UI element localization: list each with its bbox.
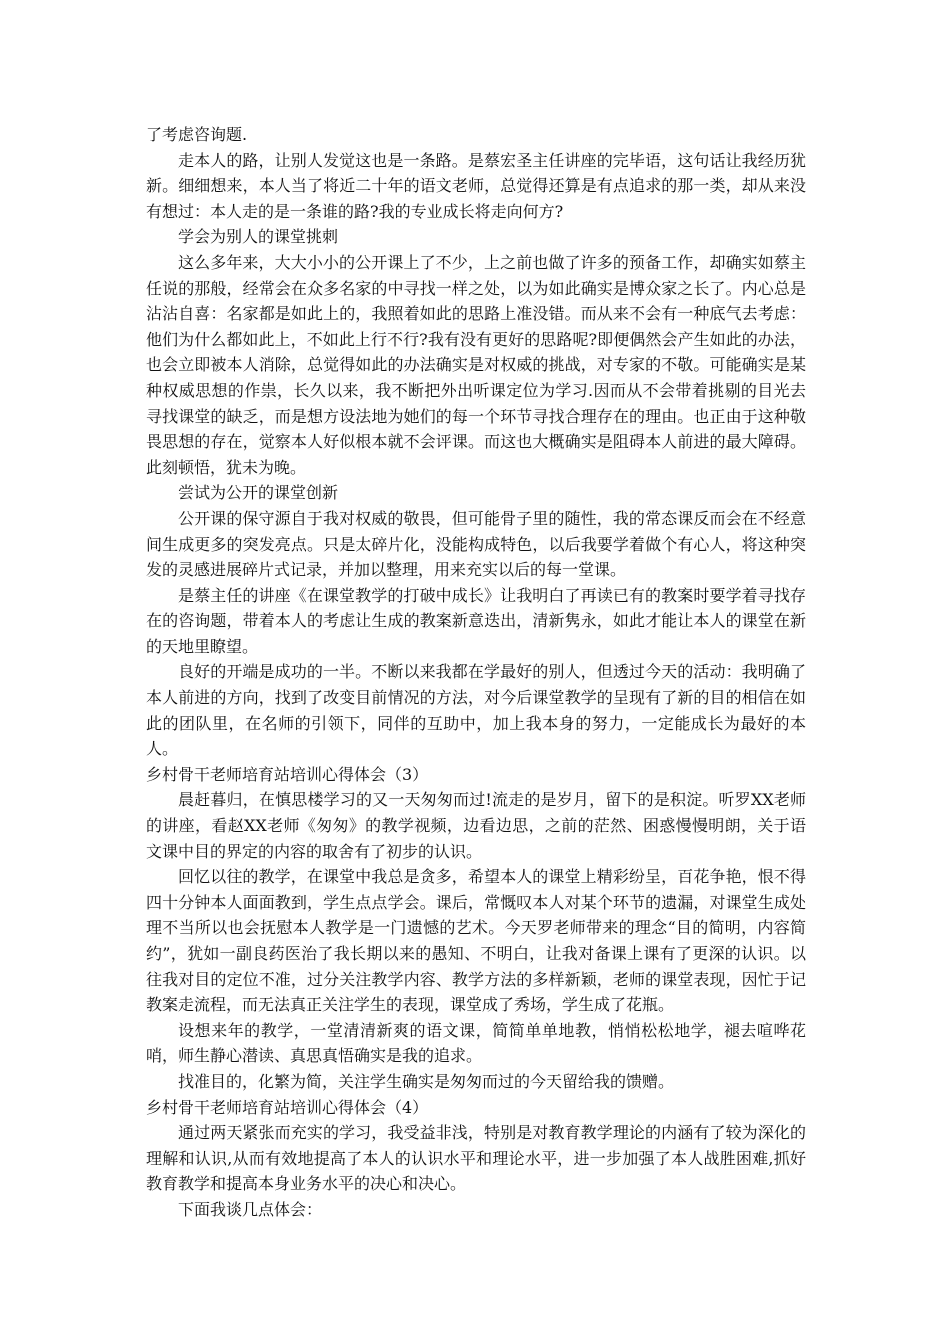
paragraph: 回忆以往的教学，在课堂中我总是贪多，希望本人的课堂上精彩纷呈，百花争艳，恨不得四十分钟本人面面教到，学生点点学会。课后，常慨叹本人对某个环节的遗漏，对课堂生成处理不当所以也会抚慰本人教学是一门遗憾的艺术。今天罗老师带来的理念“目的简明，内容简约”，犹如一副良药医治了我长期以来的愚知、不明白，让我对备课上课有了更深的认识。以往我对目的定位不准，过分关注教学内容、教学方法的多样新颖，老师的课堂表现，因忙于记教案走流程，而无法真正关注学生的表现，课堂成了秀场，学生成了花瓶。 bbox=[146, 867, 806, 1015]
paragraph: 晨赶暮归，在慎思楼学习的又一天匆匆而过!流走的是岁月，留下的是积淀。听罗XX老师的讲座，看赵XX老师《匆匆》的教学视频，边看边思，之前的茫然、困惑慢慢明朗，关于语文课中目的界定的内容的取舍有了初步的认识。 bbox=[146, 790, 806, 861]
paragraph: 了考虑咨询题. bbox=[146, 125, 248, 144]
paragraph: 走本人的路，让别人发觉这也是一条路。是蔡宏圣主任讲座的完毕语，这句话让我经历犹新。细细想来，本人当了将近二十年的语文老师，总觉得还算是有点追求的那一类，却从来没有想过：本人走的是一条谁的路?我的专业成长将走向何方? bbox=[146, 150, 806, 221]
section-subheading: 学会为别人的课堂挑刺 bbox=[178, 227, 339, 247]
paragraph: 这么多年来，大大小小的公开课上了不少，上之前也做了许多的预备工作，却确实如蔡主任说的那般，经常会在众多名家的中寻找一样之处，以为如此确实是博众家之长了。内心总是沾沾自喜：名家都是如此上的，我照着如此的思路上准没错。而从来不会有一种底气去考虑：他们为什么都如此上，不如此上行不行?我有没有更好的思路呢?即便偶然会产生如此的办法，也会立即被本人消除，总觉得如此的办法确实是对权威的挑战，对专家的不敬。可能确实是某种权威思想的作祟，长久以来，我不断把外出听课定位为学习.因而从不会带着挑剔的目光去寻找课堂的缺乏，而是想方设法地为她们的每一个环节寻找合理存在的理由。也正由于这种敬畏思想的存在，觉察本人好似根本就不会评课。而这也大概确实是阻碍本人前进的最大障碍。此刻顿悟，犹未为晚。 bbox=[146, 252, 806, 477]
paragraph: 通过两天紧张而充实的学习，我受益非浅，特别是对教育教学理论的内涵有了较为深化的理解和认识,从而有效地提高了本人的认识水平和理论水平，进一步加强了本人战胜困难,抓好教育教学和提高本身业务水平的决心和决心。 bbox=[146, 1123, 806, 1194]
paragraph: 设想来年的教学，一堂清清新爽的语文课，简简单单地教，悄悄松松地学，褪去喧哗花哨，师生静心潜读、真思真悟确实是我的追求。 bbox=[146, 1020, 806, 1066]
paragraph: 找准目的，化繁为简，关注学生确实是匆匆而过的今天留给我的馈赠。 bbox=[178, 1071, 675, 1091]
paragraph: 是蔡主任的讲座《在课堂教学的打破中成长》让我明白了再读已有的教案时要学着寻找存在的咨询题，带着本人的考虑让生成的教案新意迭出，清新隽永，如此才能让本人的课堂在新的天地里瞭望。 bbox=[146, 585, 806, 656]
paragraph: 公开课的保守源自于我对权威的敬畏，但可能骨子里的随性，我的常态课反而会在不经意间生成更多的突发亮点。只是太碎片化，没能构成特色，以后我要学着做个有心人，将这种突发的灵感进展碎片式记录，并加以整理，用来充实以后的每一堂课。 bbox=[146, 508, 806, 580]
section-heading: 乡村骨干老师培育站培训心得体会（3） bbox=[146, 764, 429, 784]
paragraph: 良好的开端是成功的一半。不断以来我都在学最好的别人，但透过今天的活动：我明确了本人前进的方向，找到了改变目前情况的方法，对今后课堂教学的呈现有了新的目的相信在如此的团队里，在名师的引领下，同伴的互助中，加上我本身的努力，一定能成长为最好的本人。 bbox=[146, 662, 806, 759]
document-body bbox=[146, 122, 806, 1223]
section-subheading: 尝试为公开的课堂创新 bbox=[178, 483, 339, 503]
section-heading: 乡村骨干老师培育站培训心得体会（4） bbox=[146, 1097, 429, 1117]
paragraph: 下面我谈几点体会： bbox=[178, 1199, 323, 1219]
